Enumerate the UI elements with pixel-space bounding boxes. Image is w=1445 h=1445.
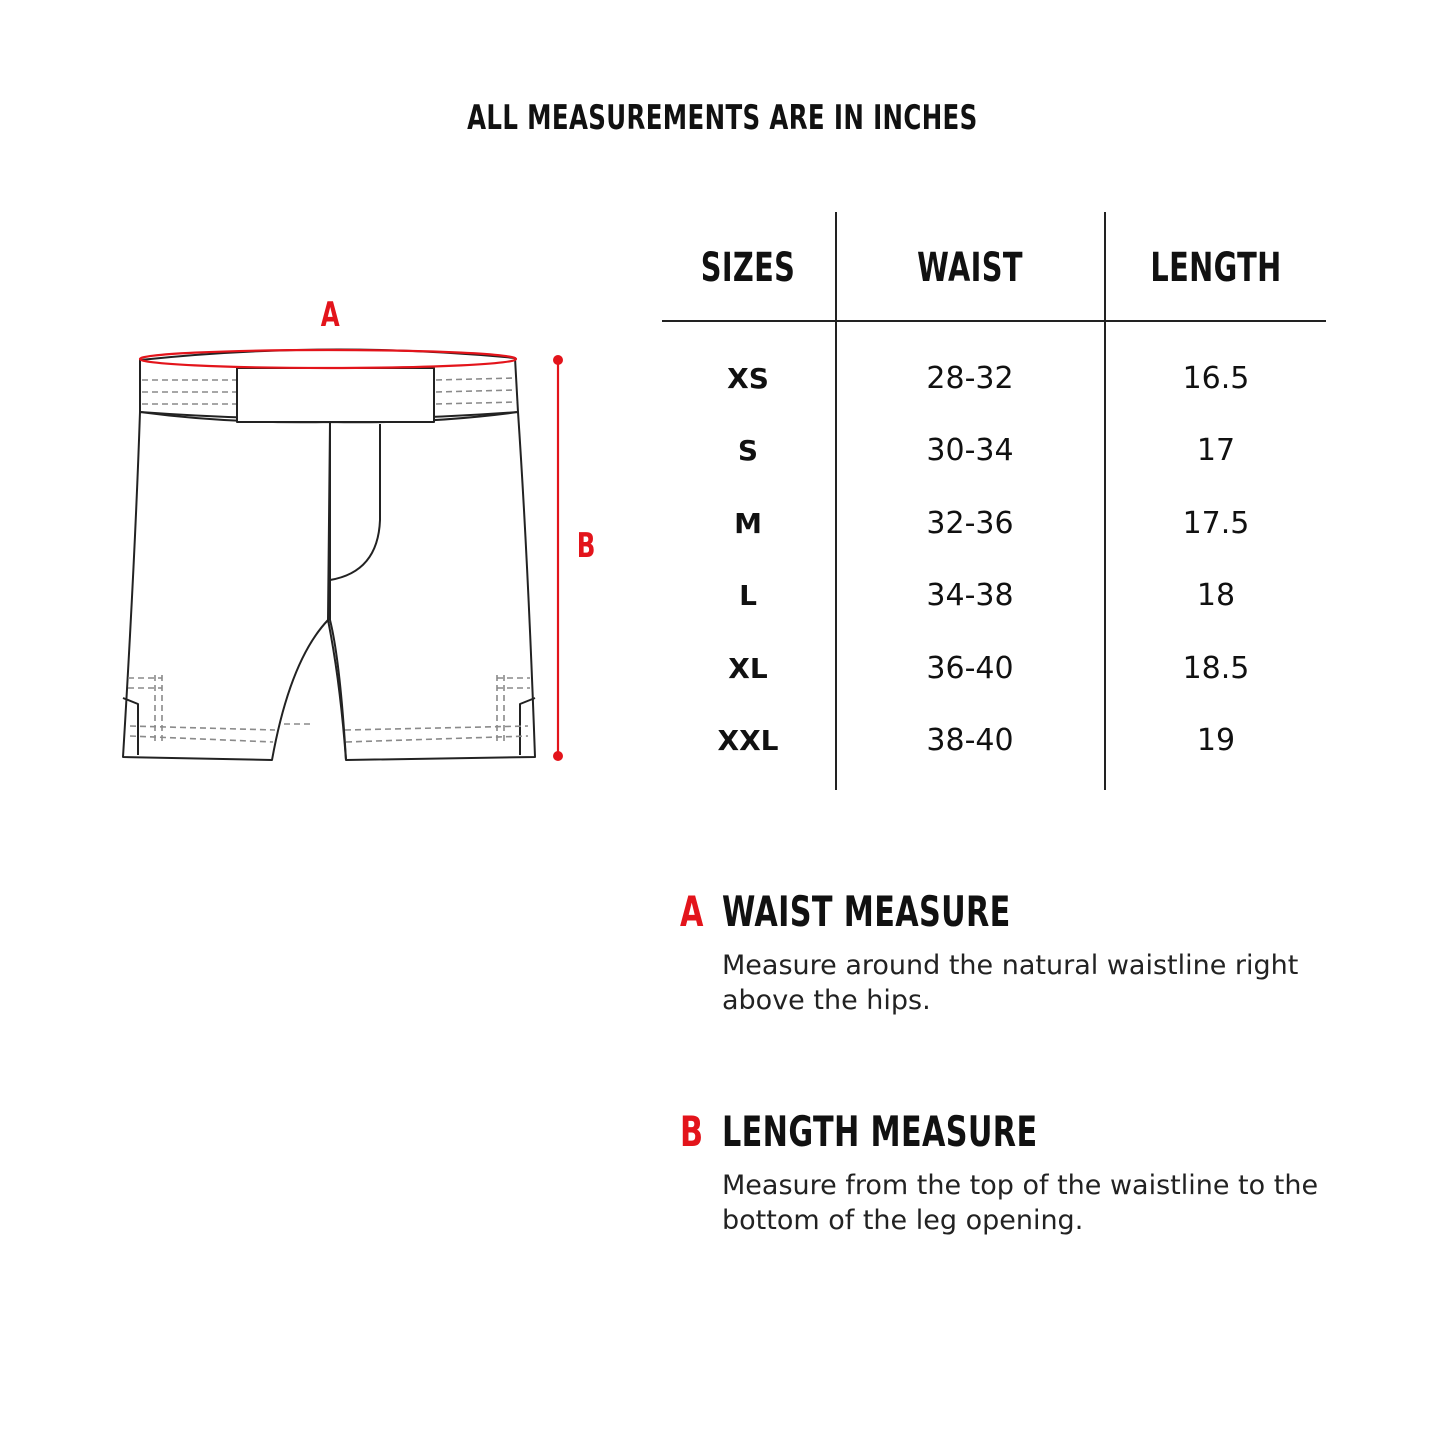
table-row bbox=[662, 719, 1326, 791]
length-cell: 18.5 bbox=[1182, 650, 1250, 686]
size-cell: XS bbox=[727, 362, 769, 395]
table-row bbox=[662, 429, 1326, 501]
waist-cell: 30-34 bbox=[926, 433, 1014, 469]
length-instruction-text: Measure from the top of the waistline to the bottom of the leg opening. bbox=[722, 1170, 1319, 1236]
length-cell: 19 bbox=[1196, 722, 1236, 758]
header-length: LENGTH bbox=[1150, 245, 1282, 291]
size-cell: XL bbox=[728, 651, 768, 685]
header-waist: WAIST bbox=[917, 245, 1023, 291]
waist-instruction-text: Measure around the natural waistline right above the hips. bbox=[722, 950, 1299, 1016]
waist-cell: 28-32 bbox=[926, 361, 1014, 396]
size-cell: XXL bbox=[717, 723, 779, 757]
size-cell: M bbox=[734, 506, 762, 540]
waist-instruction-letter: A bbox=[680, 887, 704, 936]
table-row bbox=[662, 502, 1326, 574]
header-divider bbox=[662, 320, 1326, 322]
size-cell: L bbox=[739, 579, 757, 613]
shorts-diagram bbox=[110, 280, 630, 780]
size-table bbox=[662, 212, 1326, 790]
size-cell: S bbox=[737, 434, 759, 468]
waistband-patch bbox=[237, 368, 434, 422]
length-cell: 16.5 bbox=[1182, 361, 1250, 396]
table-row bbox=[662, 357, 1326, 429]
length-marker-label: B bbox=[576, 526, 596, 566]
table-row bbox=[662, 647, 1326, 719]
waist-marker-label: A bbox=[320, 295, 341, 335]
length-cell: 18 bbox=[1196, 578, 1236, 614]
length-instruction-letter: B bbox=[680, 1107, 704, 1156]
waist-cell: 38-40 bbox=[926, 722, 1014, 758]
length-instruction-title: LENGTH MEASURE bbox=[722, 1107, 1038, 1156]
shorts-body bbox=[123, 412, 330, 760]
header-sizes: SIZES bbox=[700, 245, 796, 291]
length-cell: 17.5 bbox=[1182, 505, 1250, 541]
table-body bbox=[662, 357, 1326, 791]
waist-cell: 34-38 bbox=[926, 578, 1014, 614]
waist-instruction-title: WAIST MEASURE bbox=[722, 887, 1011, 936]
length-measure-line bbox=[554, 356, 563, 761]
length-cell: 17 bbox=[1196, 433, 1236, 469]
table-row bbox=[662, 574, 1326, 646]
waist-cell: 32-36 bbox=[926, 505, 1014, 541]
page-title: ALL MEASUREMENTS ARE IN INCHES bbox=[467, 98, 978, 138]
waist-cell: 36-40 bbox=[926, 650, 1014, 686]
